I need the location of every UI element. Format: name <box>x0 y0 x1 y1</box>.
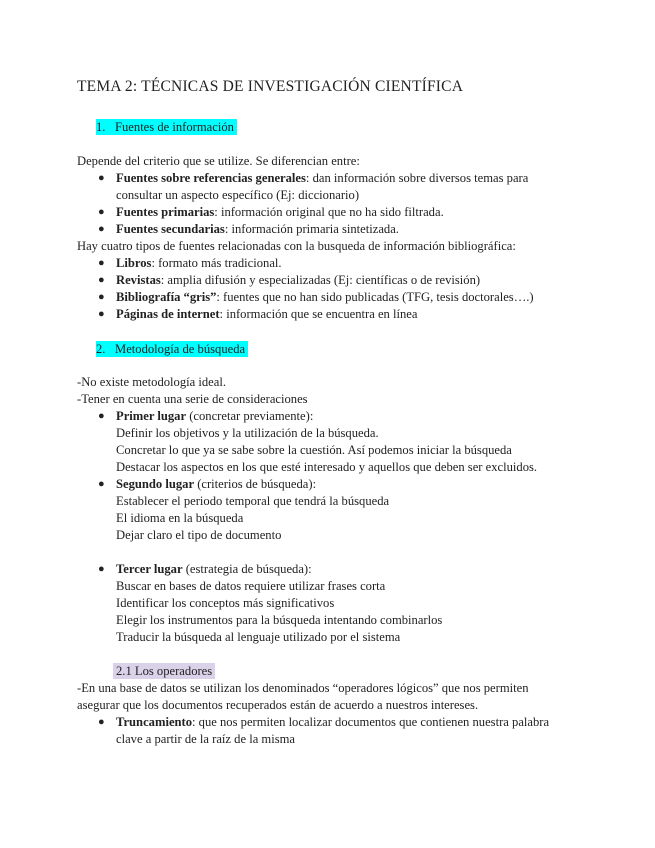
bullet-icon: ● <box>98 274 105 286</box>
definition: : información original que no ha sido filtrada. <box>214 205 444 219</box>
term: Segundo lugar <box>116 477 195 491</box>
definition: (estrategia de búsqueda): <box>182 562 312 576</box>
subsection-heading <box>113 663 215 680</box>
page-title: TEMA 2: TÉCNICAS DE INVESTIGACIÓN CIENTÍFICA <box>77 78 464 95</box>
list-item <box>116 204 444 221</box>
definition: : que nos permiten localizar documentos que contienen nuestra palabra <box>192 715 550 729</box>
definition: : fuentes que no han sido publicadas (TFG, tesis doctorales….) <box>216 290 534 304</box>
term: Tercer lugar <box>116 562 183 576</box>
list-item <box>116 221 399 238</box>
section-number: 2. <box>96 342 106 356</box>
bullet-icon: ● <box>98 410 105 422</box>
section-label: Fuentes de información <box>115 120 234 134</box>
sub-line: Concretar lo que ya se sabe sobre la cuestión. Así podemos iniciar la búsqueda <box>116 443 512 457</box>
definition: : dan información sobre diversos temas para <box>305 171 529 185</box>
section-number: 1. <box>96 120 106 134</box>
term: Revistas <box>116 273 161 287</box>
definition: : formato más tradicional. <box>151 256 282 270</box>
sub-line: Destacar los aspectos en los que esté interesado y aquellos que deben ser excluidos. <box>116 460 538 474</box>
sub-line: Dejar claro el tipo de documento <box>116 528 282 542</box>
definition: : información que se encuentra en línea <box>219 307 418 321</box>
list-item <box>116 561 312 578</box>
definition: (criterios de búsqueda): <box>194 477 317 491</box>
bullet-icon: ● <box>98 291 105 303</box>
section-heading-1 <box>96 119 237 136</box>
section-heading-2 <box>96 341 248 358</box>
paragraph: Depende del criterio que se utilize. Se diferencian entre: <box>77 154 360 168</box>
sub-line: Buscar en bases de datos requiere utilizar frases corta <box>116 579 386 593</box>
paragraph: asegurar que los documentos recuperados están de acuerdo a nuestros intereses. <box>77 698 479 712</box>
definition: (concretar previamente): <box>186 409 314 423</box>
section-label: Metodología de búsqueda <box>115 342 246 356</box>
bullet-icon: ● <box>98 257 105 269</box>
paragraph: -Tener en cuenta una serie de consideraciones <box>77 392 308 406</box>
list-item <box>116 255 282 272</box>
bullet-icon: ● <box>98 716 105 728</box>
sub-line: El idioma en la búsqueda <box>116 511 244 525</box>
term: Libros <box>116 256 152 270</box>
list-item-continuation: clave a partir de la raíz de la misma <box>116 732 296 746</box>
paragraph: Hay cuatro tipos de fuentes relacionadas con la busqueda de información bibliográfica: <box>77 239 516 253</box>
term: Fuentes primarias <box>116 205 215 219</box>
list-item <box>116 289 534 306</box>
paragraph: -No existe metodología ideal. <box>77 375 226 389</box>
definition: : amplia difusión y especializadas (Ej: científicas o de revisión) <box>160 273 481 287</box>
term: Fuentes sobre referencias generales <box>116 171 306 185</box>
list-item <box>116 170 528 187</box>
bullet-icon: ● <box>98 172 105 184</box>
bullet-icon: ● <box>98 308 105 320</box>
bullet-icon: ● <box>98 478 105 490</box>
list-item-continuation: consultar un aspecto específico (Ej: diccionario) <box>116 188 360 202</box>
list-item <box>116 714 549 731</box>
list-item <box>116 272 480 289</box>
paragraph: -En una base de datos se utilizan los denominados “operadores lógicos” que nos permiten <box>77 681 529 695</box>
list-item <box>116 306 417 323</box>
sub-line: Traducir la búsqueda al lenguaje utilizado por el sistema <box>116 630 401 644</box>
sub-line: Elegir los instrumentos para la búsqueda intentando combinarlos <box>116 613 443 627</box>
term: Fuentes secundarias <box>116 222 225 236</box>
definition: : información primaria sintetizada. <box>224 222 399 236</box>
term: Bibliografía “gris” <box>116 290 217 304</box>
term: Truncamiento <box>116 715 193 729</box>
subsection-label: 2.1 Los operadores <box>113 663 215 679</box>
bullet-icon: ● <box>98 223 105 235</box>
bullet-icon: ● <box>98 563 105 575</box>
list-item <box>116 408 313 425</box>
term: Primer lugar <box>116 409 187 423</box>
sub-line: Establecer el periodo temporal que tendrá la búsqueda <box>116 494 390 508</box>
term: Páginas de internet <box>116 307 220 321</box>
bullet-icon: ● <box>98 206 105 218</box>
sub-line: Identificar los conceptos más significativos <box>116 596 335 610</box>
sub-line: Definir los objetivos y la utilización de la búsqueda. <box>116 426 379 440</box>
list-item <box>116 476 316 493</box>
